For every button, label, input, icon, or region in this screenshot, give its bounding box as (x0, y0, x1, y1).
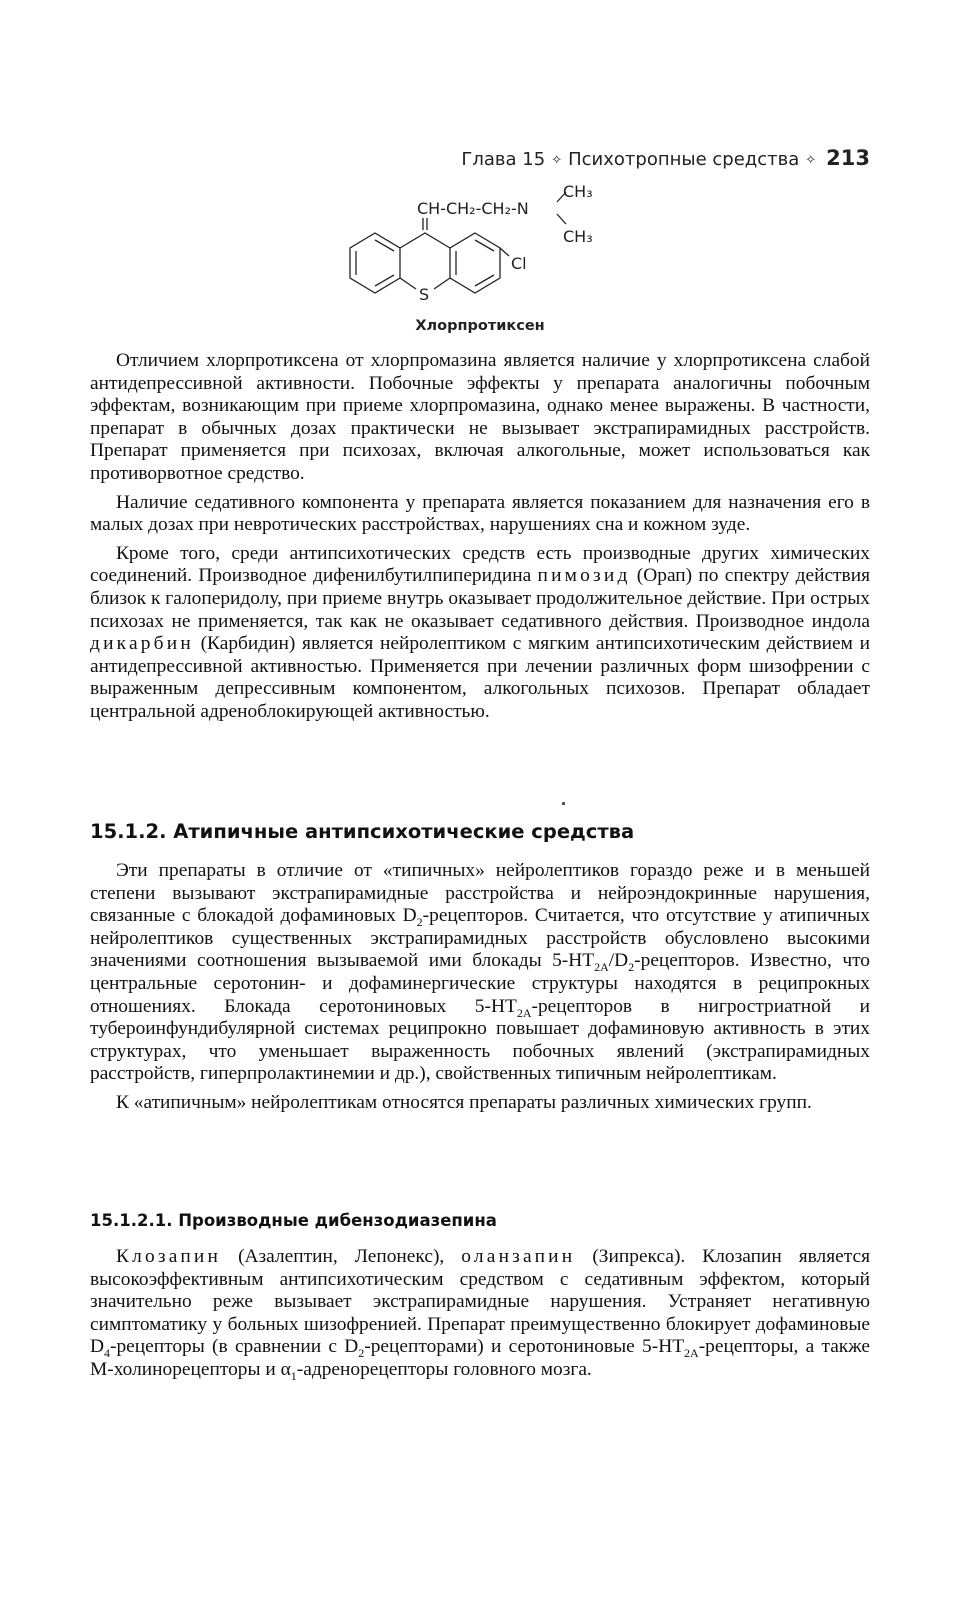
paragraph: Эти препараты в отличие от «типичных» нейролептиков гораздо реже и в меньшей степени вызывают экстрапирамидные расстройства и нейроэндокринные нарушения, связанные с блокадой дофаминовых $D_2$-рецепторов. Считается, что отсутствие у атипичных нейролептиков существенных экстрапирамидных расстройств обусловлено высокими значениями соотношения вызываемой ими блокады $5-HT_{2A}/D_2$-рецепторов. Известно, что центральные серотонин- и дофаминергические структуры находятся в реципрокных отношениях. Блокада серотониновых $5-HT_{2A}$-рецепторов в нигростриатной и тубероинфундибулярной системах реципрокно повышает дофаминовую активность в этих структурах, что уменьшает выраженность побочных явлений (экстрапирамидных расстройств, гиперпролактинемии и др.), свойственных типичным нейролептикам. (90, 860, 870, 1085)
sulfur-label: S (419, 285, 430, 304)
drug-name: пимозид (537, 565, 631, 587)
section-heading: 15.1.2. Атипичные антипсихотические средства (90, 820, 635, 843)
page-number: 213 (826, 146, 870, 170)
separator-icon: ✧ (805, 153, 817, 168)
paragraph: Отличием хлорпротиксена от хлорпромазина является наличие у хлорпротиксена слабой антидепрессивной активности. Побочные эффекты у препарата аналогичны побочным эффектам, возникающим при приеме хлорпромазина, однако менее выражены. В частности, препарат в обычных дозах практически не вызывает экстрапирамидных расстройств. Препарат применяется при психозах, включая алкогольные, может использоваться как противорвотное средство. (90, 350, 870, 484)
left-benzene-ring (350, 233, 400, 293)
drug-name: Клозапин (116, 1246, 222, 1267)
paragraph: Клозапин (Азалептин, Лепонекс), оланзапин (Зипрекса). Клозапин является высокоэффективным антипсихотическим средством с седативным эффектом, который значительно реже вызывает экстрапирамидные нарушения. Устраняет негативную симптоматику у больных шизофренией. Препарат преимущественно блокирует дофаминовые $D_4$-рецепторы (в сравнении с $D_2-рецепторами$) и серотониновые $5-HT_{2A}$-рецепторы, а также М-холинорецепторы и $\alpha_1$-адренорецепторы головного мозга. (90, 1246, 870, 1383)
right-benzene-ring (450, 233, 500, 293)
chapter-label: Глава 15 (461, 149, 546, 170)
print-speck (562, 802, 565, 805)
drug-name: оланзапин (461, 1246, 576, 1267)
central-ring-bottom (400, 278, 416, 289)
drug-name: дикарбин (90, 633, 194, 655)
structure-caption: Хлорпротиксен (415, 318, 545, 334)
running-head (0, 146, 870, 170)
section-1-text (90, 350, 870, 724)
section-2-text (90, 860, 870, 1115)
chain-label: CH-CH₂-CH₂-N (417, 199, 529, 218)
paragraph: Наличие седативного компонента у препарата является показанием для назначения его в малых дозах при невротических расстройствах, нарушениях сна и кожном зуде. (90, 491, 870, 536)
methyl-top-label: CH₃ (563, 182, 593, 201)
paragraph: Кроме того, среди антипсихотических средств есть производные других химических соединений. Производное дифенилбутилпиперидина пимозид (Орап) по спектру действия близок к галоперидолу, при приеме внутрь оказывает продолжительное действие. При острых психозах не применяется, так как не оказывает седативного действия. Производное индола дикарбин (Карбидин) является нейролептиком с мягким антипсихотическим действием и антидепрессивной активностью. Применяется при лечении различных форм шизофрении с выраженным депрессивным компонентом, алкогольных психозов. Препарат обладает центральной адреноблокирующей активностью. (90, 542, 870, 722)
subsection-heading: 15.1.2.1. Производные дибензодиазепина (90, 1211, 497, 1230)
separator-icon: ✧ (551, 153, 563, 168)
chapter-title: Психотропные средства (568, 149, 800, 170)
chlorprothixene-structure (325, 178, 615, 308)
chlorine-label: Cl (511, 254, 527, 273)
section-3-text (90, 1246, 870, 1382)
methyl-bottom-label: CH₃ (563, 227, 593, 246)
paragraph: К «атипичным» нейролептикам относятся препараты различных химических групп. (116, 1091, 812, 1113)
central-ring-top (400, 233, 450, 248)
